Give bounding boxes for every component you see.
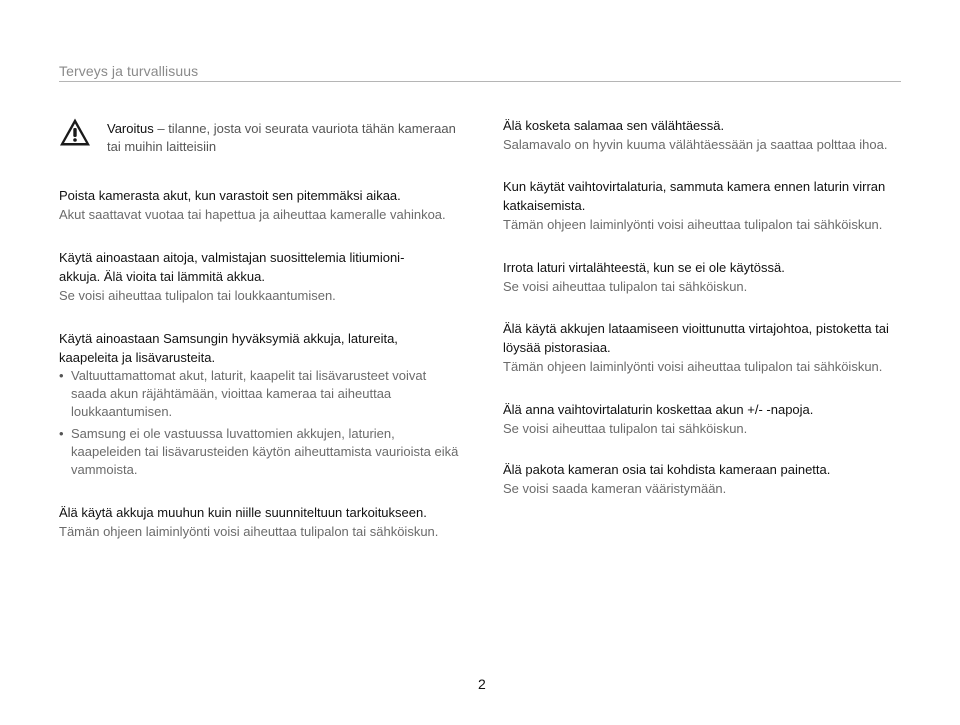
- safety-item: [59, 248, 439, 305]
- warning-description: [107, 120, 467, 156]
- bullet-list: [59, 367, 459, 479]
- safety-item-body: Tämän ohjeen laiminlyönti voisi aiheuttaa tulipalon tai sähköiskun.: [503, 359, 883, 374]
- safety-item-heading: Irrota laturi virtalähteestä, kun se ei ole käytössä.: [503, 260, 785, 275]
- safety-item-heading: Älä käytä akkujen lataamiseen vioittunutta virtajohtoa, pistoketta tai löysää pistorasiaa.: [503, 321, 889, 355]
- safety-item-heading: Käytä ainoastaan Samsungin hyväksymiä akkuja, latureita, kaapeleita ja lisävarusteita.: [59, 331, 398, 365]
- safety-item: [59, 329, 459, 479]
- warning-label: Varoitus: [107, 121, 154, 136]
- safety-item-body: Se voisi aiheuttaa tulipalon tai sähköiskun.: [503, 421, 748, 436]
- safety-item: [503, 460, 913, 498]
- safety-item: [503, 400, 913, 438]
- bullet-dot: •: [59, 368, 64, 383]
- bullet-dot: •: [59, 426, 64, 441]
- safety-item-heading: Älä anna vaihtovirtalaturin koskettaa akun +/- -napoja.: [503, 402, 814, 417]
- safety-item-heading: Kun käytät vaihtovirtalaturia, sammuta kamera ennen laturin virran katkaisemista.: [503, 179, 886, 213]
- safety-item: [59, 186, 479, 224]
- warning-triangle-icon: [59, 117, 91, 147]
- page-number: 2: [478, 676, 486, 692]
- safety-item-body: Se voisi saada kameran vääristymään.: [503, 481, 727, 496]
- safety-item-heading: Käytä ainoastaan aitoja, valmistajan suosittelemia litiumioni-akkuja. Älä vioita tai lämmitä akkua.: [59, 250, 405, 284]
- safety-item: [503, 258, 913, 296]
- safety-item-heading: Älä käytä akkuja muuhun kuin niille suunniteltuun tarkoitukseen.: [59, 505, 427, 520]
- header-divider: [59, 81, 901, 82]
- safety-item-body: Salamavalo on hyvin kuuma välähtäessään ja saattaa polttaa ihoa.: [503, 137, 888, 152]
- safety-item-body: Akut saattavat vuotaa tai hapettua ja aiheuttaa kameralle vahinkoa.: [59, 207, 446, 222]
- bullet-item: • Samsung ei ole vastuussa luvattomien akkujen, laturien, kaapeleiden tai lisävarusteiden käytön aiheuttamista vaurioista eikä vammoista.: [59, 426, 459, 477]
- safety-item-heading: Älä pakota kameran osia tai kohdista kameraan painetta.: [503, 462, 831, 477]
- section-title: Terveys ja turvallisuus: [59, 63, 199, 79]
- safety-item-body: Tämän ohjeen laiminlyönti voisi aiheuttaa tulipalon tai sähköiskun.: [503, 217, 883, 232]
- safety-item: [503, 177, 893, 234]
- safety-item-body: Se voisi aiheuttaa tulipalon tai sähköiskun.: [503, 279, 748, 294]
- safety-item: [503, 319, 913, 376]
- safety-item-heading: Poista kamerasta akut, kun varastoit sen pitemmäksi aikaa.: [59, 188, 401, 203]
- safety-item: [503, 116, 913, 154]
- bullet-item: • Valtuuttamattomat akut, laturit, kaapelit tai lisävarusteet voivat saada akun räjähtämään, vioittaa kameraa tai aiheuttaa loukkaantumisen.: [59, 368, 427, 419]
- safety-item-body: Se voisi aiheuttaa tulipalon tai loukkaantumisen.: [59, 288, 336, 303]
- safety-item-heading: Älä kosketa salamaa sen välähtäessä.: [503, 118, 725, 133]
- safety-item: [59, 503, 479, 541]
- safety-item-body: Tämän ohjeen laiminlyönti voisi aiheuttaa tulipalon tai sähköiskun.: [59, 524, 439, 539]
- warning-text: – tilanne, josta voi seurata vauriota tähän kameraan tai muihin laitteisiin: [107, 121, 456, 154]
